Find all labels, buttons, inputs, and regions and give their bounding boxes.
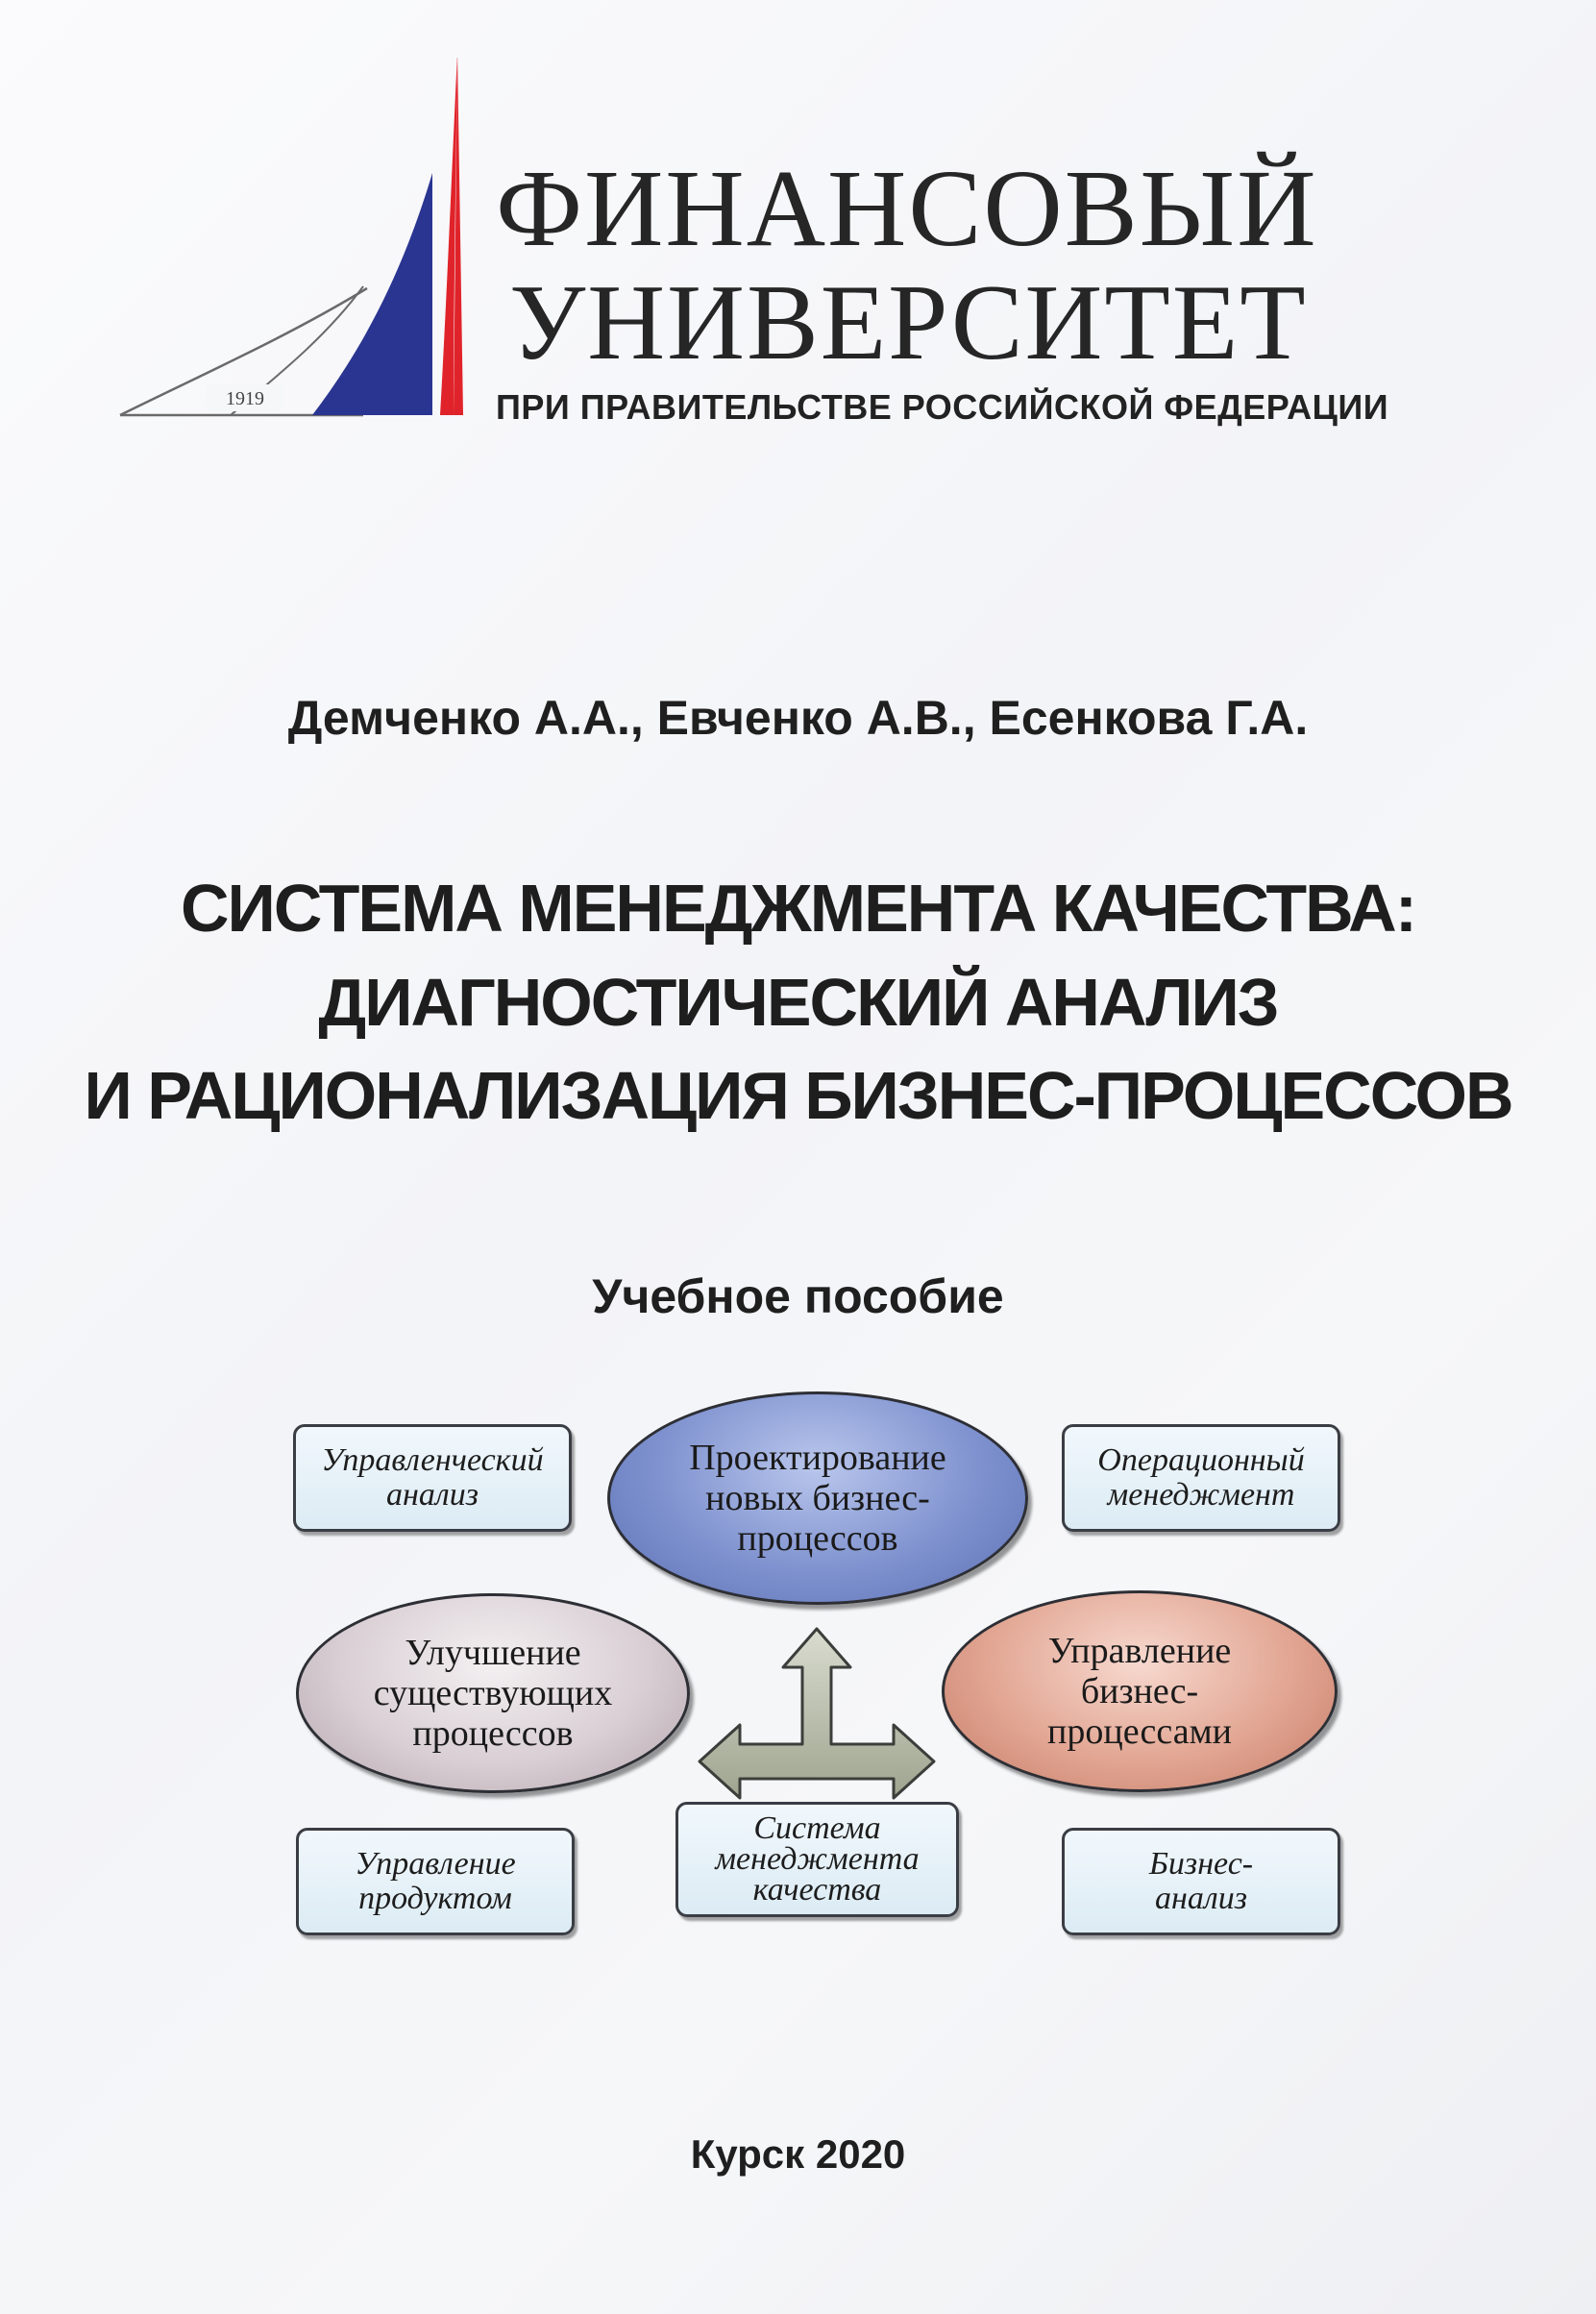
book-title-line3: И РАЦИОНАЛИЗАЦИЯ БИЗНЕС-ПРОЦЕССОВ	[84, 1058, 1512, 1133]
box-label: Управление продуктом	[355, 1846, 516, 1916]
box-quality-management-system	[675, 1802, 959, 1917]
ellipse-label: Проектирование новых бизнес- процессов	[689, 1438, 946, 1559]
box-label: Операционный менеджмент	[1097, 1442, 1305, 1513]
box-label: Система менеджмента качества	[715, 1810, 920, 1908]
box-operational-management	[1062, 1424, 1340, 1532]
ellipse-process-improvement	[296, 1593, 690, 1793]
logo-year: 1919	[226, 388, 264, 409]
ellipse-new-process-design	[607, 1391, 1028, 1605]
authors: Демченко А.А., Евченко А.В., Есенкова Г.А.	[287, 691, 1309, 745]
book-title-line2: ДИАГНОСТИЧЕСКИЙ АНАЛИЗ	[318, 965, 1278, 1040]
university-name-line1: ФИНАНСОВЫЙ	[496, 147, 1318, 269]
book-subtitle: Учебное пособие	[592, 1269, 1004, 1323]
box-label: Управленческий анализ	[321, 1442, 544, 1513]
book-title-line1: СИСТЕМА МЕНЕДЖМЕНТА КАЧЕСТВА:	[180, 871, 1416, 946]
box-label: Бизнес- анализ	[1148, 1846, 1254, 1916]
ellipse-label: Улучшение существующих процессов	[373, 1633, 613, 1754]
box-product-management	[296, 1828, 575, 1935]
university-logo-icon	[115, 58, 471, 428]
university-name-line2: УНИВЕРСИТЕТ	[509, 263, 1308, 382]
ellipse-business-process-management	[942, 1590, 1338, 1792]
box-management-analysis	[293, 1424, 572, 1532]
cover-diagram	[279, 1374, 1360, 1970]
three-way-arrow-icon	[692, 1619, 942, 1811]
box-business-analysis	[1062, 1828, 1340, 1935]
city-year: Курск 2020	[690, 2131, 906, 2177]
ellipse-label: Управление бизнес- процессами	[1047, 1631, 1232, 1752]
university-name-line3: ПРИ ПРАВИТЕЛЬСТВЕ РОССИЙСКОЙ ФЕДЕРАЦИИ	[496, 387, 1389, 427]
